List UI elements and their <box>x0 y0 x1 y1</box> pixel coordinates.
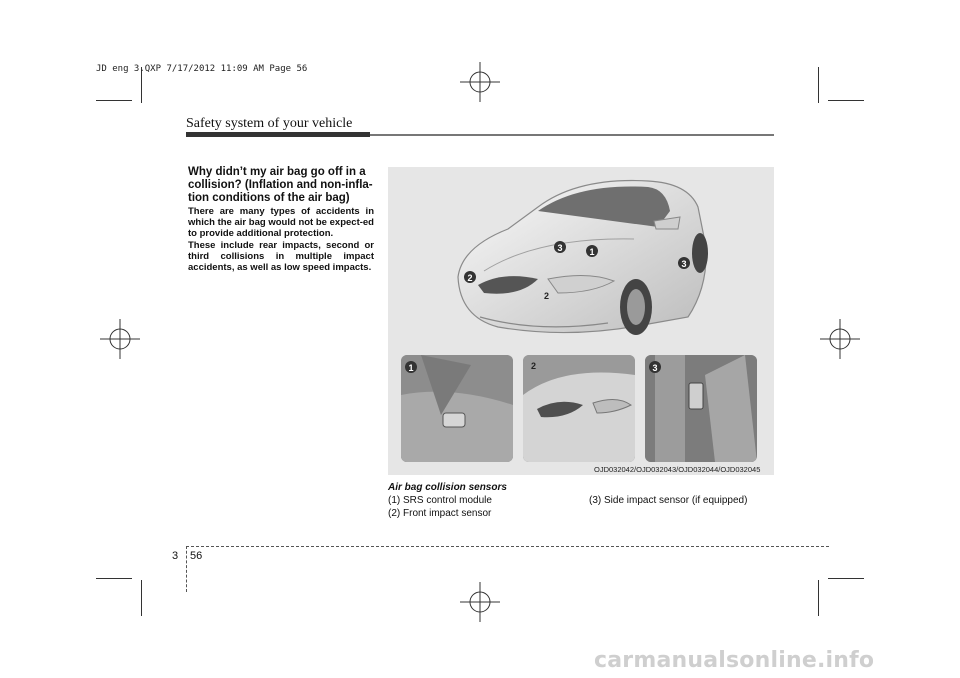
image-code: OJD032042/OJD032043/OJD032044/OJD032045 <box>594 465 761 474</box>
registration-mark-icon <box>820 319 860 359</box>
registration-mark-icon <box>460 62 500 102</box>
print-slug: JD eng 3.QXP 7/17/2012 11:09 AM Page 56 <box>96 64 308 74</box>
crop-mark <box>96 100 132 101</box>
watermark: carmanualsonline.info <box>594 648 875 673</box>
crop-mark <box>818 580 819 616</box>
registration-mark-icon <box>100 319 140 359</box>
car-illustration <box>388 167 774 352</box>
svg-text:3: 3 <box>681 259 687 269</box>
chapter-number: 3 <box>172 550 179 562</box>
svg-text:2: 2 <box>467 273 473 283</box>
detail-image-side-sensor <box>645 355 757 462</box>
page-number: 56 <box>190 550 203 562</box>
svg-text:1: 1 <box>408 363 414 373</box>
caption-item: (3) Side impact sensor (if equipped) <box>589 495 748 506</box>
section-title: Safety system of your vehicle <box>186 116 353 131</box>
crop-mark <box>818 67 819 103</box>
registration-mark-icon <box>460 582 500 622</box>
paragraph: These include rear impacts, second or third collisions in multiple impact accidents, as well as low speed impacts. <box>188 240 374 273</box>
crop-mark <box>141 580 142 616</box>
caption-title: Air bag collision sensors <box>388 482 507 493</box>
svg-text:3: 3 <box>652 363 658 373</box>
footer-rule <box>186 546 829 547</box>
svg-text:1: 1 <box>589 247 595 257</box>
caption-item: (1) SRS control module <box>388 495 492 506</box>
svg-text:3: 3 <box>557 243 563 253</box>
caption-item: (2) Front impact sensor <box>388 508 492 519</box>
header-rule-accent <box>186 132 370 137</box>
svg-text:2: 2 <box>531 361 537 371</box>
svg-text:2: 2 <box>544 291 550 301</box>
detail-image-srs-module <box>401 355 513 462</box>
detail-image-front-sensor <box>523 355 635 462</box>
crop-mark <box>96 578 132 579</box>
crop-mark <box>828 100 864 101</box>
crop-mark <box>828 578 864 579</box>
paragraph: There are many types of accidents in which the air bag would not be expect-ed to provide additional protection. <box>188 206 374 239</box>
footer-divider <box>186 546 187 592</box>
question-heading: Why didn’t my air bag go off in a collision? (Inflation and non-infla-tion conditions of the air bag) <box>188 166 373 204</box>
